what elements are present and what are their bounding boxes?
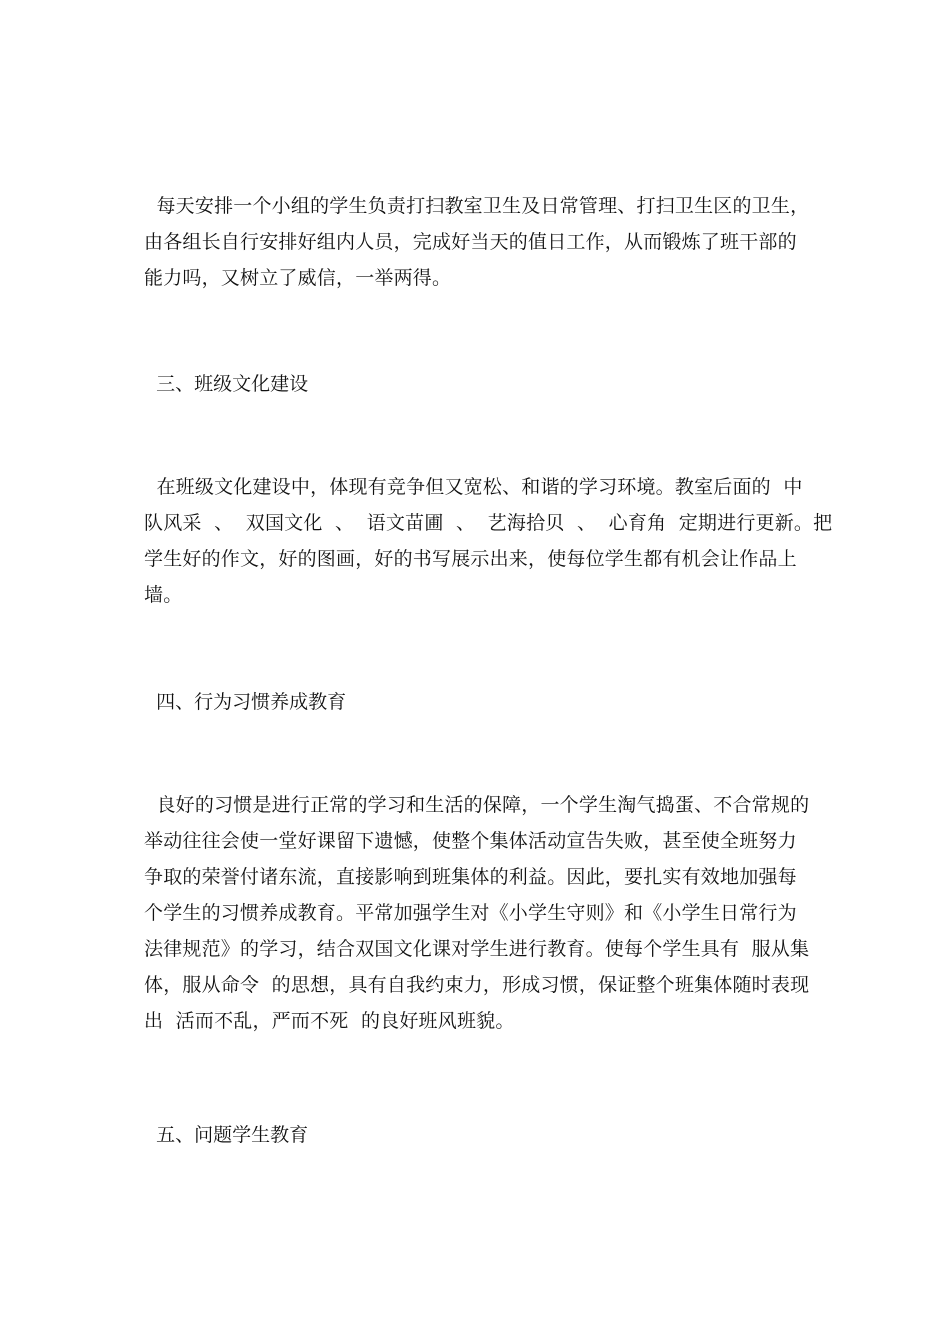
paragraph-line: 学生好的作文，好的图画，好的书写展示出来，使每位学生都有机会让作品上	[144, 548, 797, 570]
paragraph-line: 出 活而不乱，严而不死 的良好班风班貌。	[144, 1010, 515, 1032]
section-heading-class-culture: 三、班级文化建设	[144, 373, 309, 395]
paragraph-class-culture	[144, 469, 833, 613]
paragraph-line: 良好的习惯是进行正常的学习和生活的保障，一个学生淘气捣蛋、不合常规的	[144, 794, 810, 816]
paragraph-line: 墙。	[144, 584, 183, 606]
paragraph-duty-arrangement	[144, 188, 808, 296]
paragraph-line: 争取的荣誉付诸东流，直接影响到班集体的利益。因此，要扎实有效地加强每	[144, 866, 797, 888]
paragraph-line: 个学生的习惯养成教育。平常加强学生对《小学生守则》和《小学生日常行为	[144, 902, 797, 924]
paragraph-line: 能力吗，又树立了威信，一举两得。	[144, 267, 452, 289]
section-heading-problem-students: 五、问题学生教育	[144, 1124, 309, 1146]
paragraph-line: 举动往往会使一堂好课留下遗憾，使整个集体活动宣告失败，甚至使全班努力	[144, 830, 797, 852]
section-heading-habit-education: 四、行为习惯养成教育	[144, 691, 347, 713]
paragraph-line: 法律规范》的学习，结合双国文化课对学生进行教育。使每个学生具有 服从集	[144, 938, 810, 960]
paragraph-habit-education	[144, 787, 808, 1039]
paragraph-line: 由各组长自行安排好组内人员，完成好当天的值日工作，从而锻炼了班干部的	[144, 231, 797, 253]
paragraph-line: 队风采 、 双国文化 、 语文苗圃 、 艺海拾贝 、 心育角 定期进行更新。把	[144, 512, 833, 534]
paragraph-line: 在班级文化建设中，体现有竞争但又宽松、和谐的学习环境。教室后面的 中	[144, 476, 803, 498]
paragraph-line: 每天安排一个小组的学生负责打扫教室卫生及日常管理、打扫卫生区的卫生，	[144, 195, 810, 217]
paragraph-line: 体，服从命令 的思想，具有自我约束力，形成习惯，保证整个班集体随时表现	[144, 974, 810, 996]
